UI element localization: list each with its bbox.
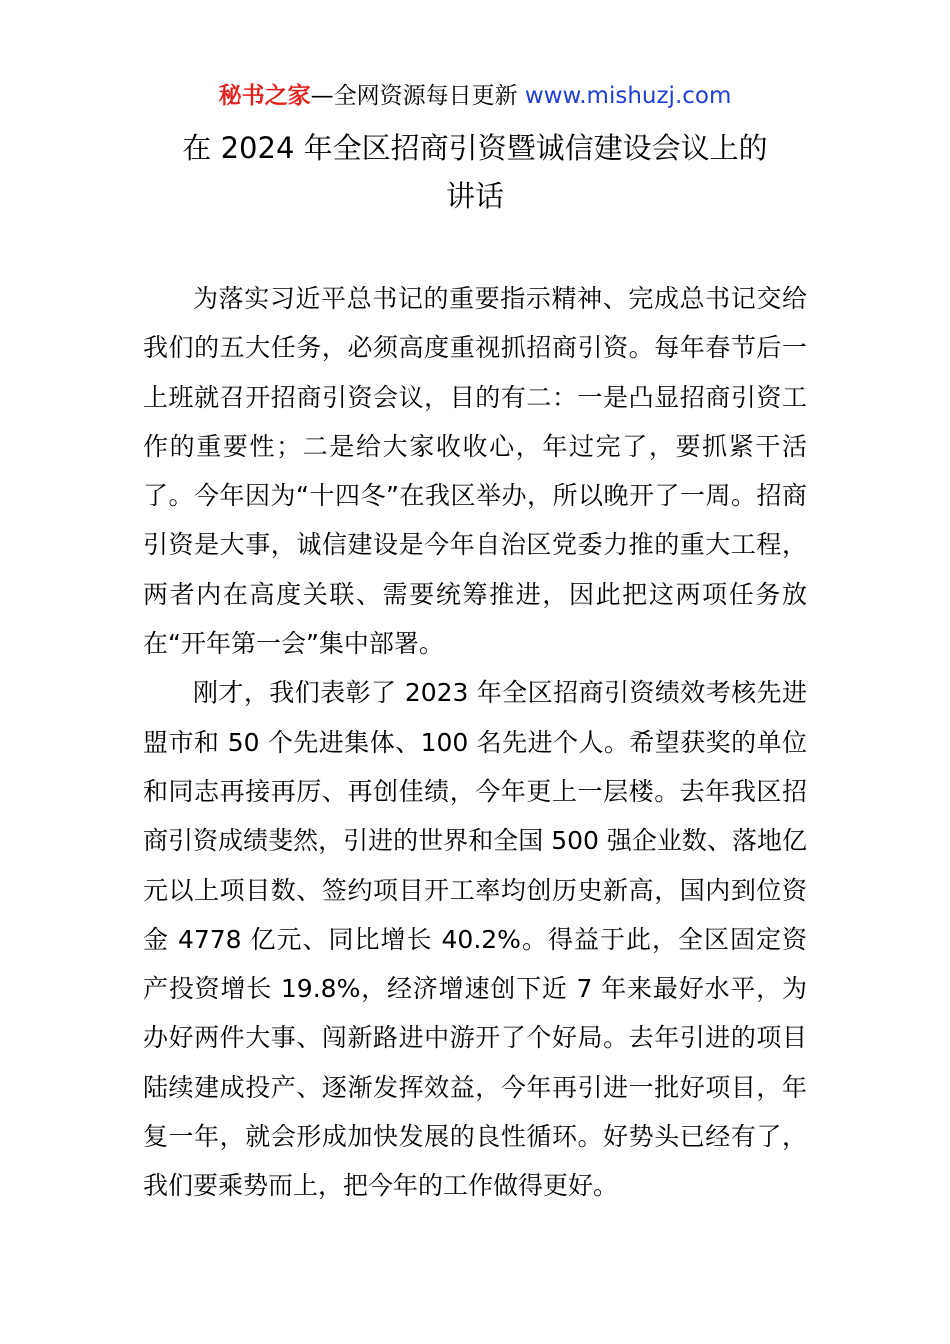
site-brand: 秘书之家 — [218, 83, 311, 109]
site-url-link[interactable]: www.mishuzj.com — [524, 83, 732, 109]
document-title — [0, 124, 950, 220]
paragraph-1: 为落实习近平总书记的重要指示精神、完成总书记交给我们的五大任务，必须高度重视抓招商引资。每年春节后一上班就召开招商引资会议，目的有二：一是凸显招商引资工作的重要性；二是给大家收收心，年过完了，要抓紧干活了。今年因为“十四冬”在我区举办，所以晚开了一周。招商引资是大事，诚信建设是今年自治区党委力推的重大工程，两者内在高度关联、需要统筹推进，因此把这两项任务放在“开年第一会”集中部署。 — [143, 284, 807, 659]
site-header — [0, 80, 950, 112]
site-tagline: —全网资源每日更新 — [310, 83, 525, 109]
paragraph-2: 刚才，我们表彰了 2023 年全区招商引资绩效考核先进盟市和 50 个先进集体、100 名先进个人。希望获奖的单位和同志再接再厉、再创佳绩，今年更上一层楼。去年我区招商引资成绩斐然，引进的世界和全国 500 强企业数、落地亿元以上项目数、签约项目开工率均创历史新高，国内到位资金 4778 亿元、同比增长 40.2%。得益于此，全区固定资产投资增长 19.8%，经济增速创下近 7 年来最好水平，为办好两件大事、闯新路进中游开了个好局。去年引进的项目陆续建成投产、逐渐发挥效益，今年再引进一批好项目，年复一年，就会形成加快发展的良性循环。好势头已经有了，我们要乘势而上，把今年的工作做得更好。 — [143, 678, 807, 1201]
document-body — [143, 274, 807, 1211]
document-title-line-2: 讲话 — [445, 179, 504, 213]
document-title-line-1: 在 2024 年全区招商引资暨诚信建设会议上的 — [182, 131, 768, 165]
